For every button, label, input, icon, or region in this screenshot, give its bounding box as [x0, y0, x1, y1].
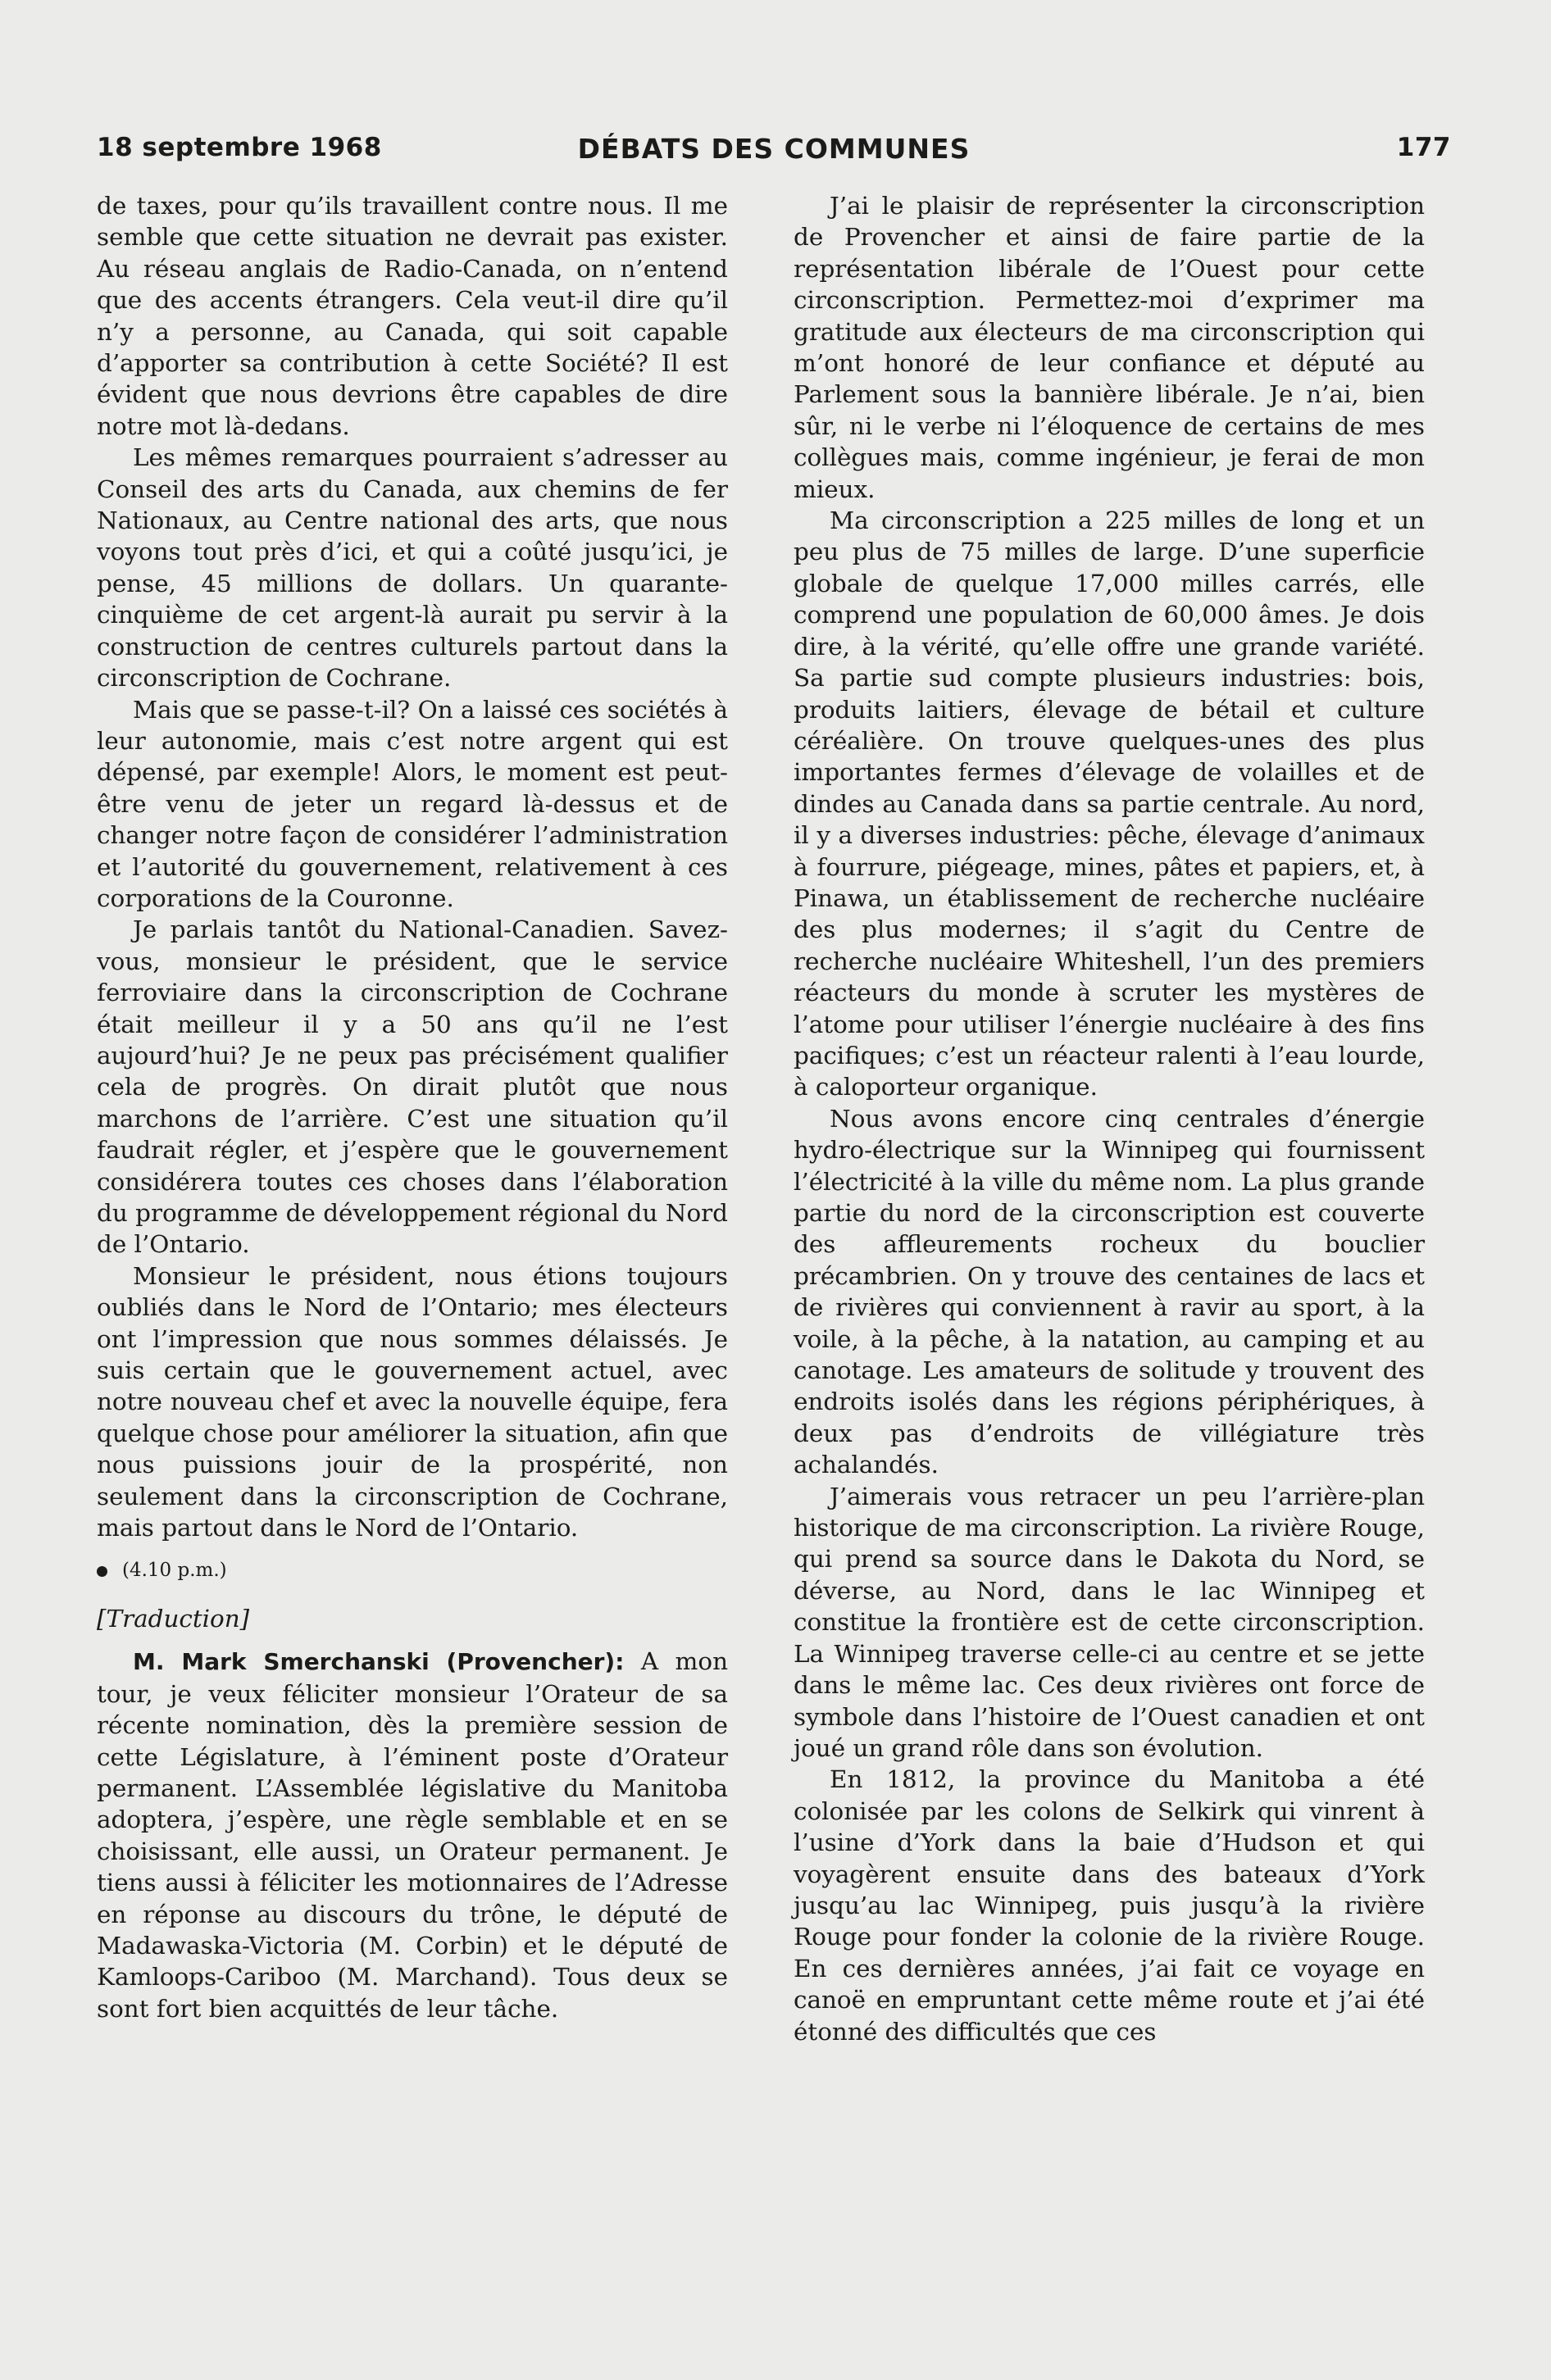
left-paragraph-5: Monsieur le président, nous étions toujours oubliés dans le Nord de l’Ontario; mes électeurs ont l’impression que nous sommes délaissés. Je suis certain que le gouvernement actuel, avec notre nouveau chef et avec la nouvelle équipe, fera quelque chose pour améliorer la situation, afin que nous puissions jouir de la prospérité, non seulement dans la circonscription de Cochrane, mais partout dans le Nord de l’Ontario.: [97, 1261, 728, 1542]
right-paragraph-5: En 1812, la province du Manitoba a été colonisée par les colons de Selkirk qui vinrent à l’usine d’York dans la baie d’Hudson et qui voyagèrent ensuite dans des bateaux d’York jusqu’au lac Winnipeg, puis jusqu’à la rivière Rouge pour fonder la colonie de la rivière Rouge. En ces dernières années, j’ai fait ce voyage en canoë en empruntant cette même route et j’ai été étonné des difficultés que ces: [794, 1765, 1425, 2046]
speaker-text: A mon tour, je veux féliciter monsieur l’Orateur de sa récente nomination, dès la première session de cette Législature, à l’éminent poste d’Orateur permanent. L’Assemblée législative du Manitoba adoptera, j’espère, une règle semblable et en se choisissant, elle aussi, un Orateur permanent. Je tiens aussi à féliciter les motionnaires de l’Adresse en réponse au discours du trône, le député de Madawaska-Victoria (M. Corbin) et le député de Kamloops-Cariboo (M. Marchand). Tous deux se sont fort bien acquittés de leur tâche.: [97, 1647, 729, 2023]
right-paragraph-1: J’ai le plaisir de représenter la circonscription de Provencher et ainsi de faire partie de la représentation libérale de l’Ouest pour cette circonscription. Permettez-moi d’exprimer ma gratitude aux électeurs de ma circonscription qui m’ont honoré de leur confiance et député au Parlement sous la bannière libérale. Je n’ai, bien sûr, ni le verbe ni l’éloquence de certains de mes collègues mais, comme ingénieur, je ferai de mon mieux.: [794, 192, 1425, 503]
page-number: 177: [1396, 133, 1451, 162]
time-marker: [97, 1555, 728, 1586]
right-paragraph-3: Nous avons encore cinq centrales d’énergie hydro-électrique sur la Winnipeg qui fournissent l’électricité à la ville du même nom. La plus grande partie du nord de la circonscription est couverte des affleurements rocheux du bouclier précambrien. On y trouve des centaines de lacs et de rivières qui conviennent à ravir au sport, à la voile, à la pêche, à la natation, au camping et au canotage. Les amateurs de solitude y trouvent des endroits isolés dans les régions périphériques, à deux pas d’endroits de villégiature très achalandés.: [794, 1104, 1425, 1479]
page-header: [97, 123, 1451, 172]
left-paragraph-6: [97, 1646, 728, 2024]
left-paragraph-4: Je parlais tantôt du National-Canadien. Savez-vous, monsieur le président, que le service ferroviaire dans la circonscription de Cochrane était meilleur il y a 50 ans qu’il ne l’est aujourd’hui? Je ne peux pas précisément qualifier cela de progrès. On dirait plutôt que nous marchons de l’arrière. C’est une situation qu’il faudrait régler, et j’espère que le gouvernement considérera toutes ces choses dans l’élaboration du programme de développement régional du Nord de l’Ontario.: [97, 915, 728, 1259]
left-paragraph-1: de taxes, pour qu’ils travaillent contre nous. Il me semble que cette situation ne devrait pas exister. Au réseau anglais de Radio-Canada, on n’entend que des accents étrangers. Cela veut-il dire qu’il n’y a personne, au Canada, qui soit capable d’apporter sa contribution à cette Société? Il est évident que nous devrions être capables de dire notre mot là-dedans.: [97, 192, 728, 440]
header-title: DÉBATS DES COMMUNES: [577, 133, 971, 165]
right-paragraph-2: Ma circonscription a 225 milles de long et un peu plus de 75 milles de large. D’une superficie globale de quelque 17,000 milles carrés, elle comprend une population de 60,000 âmes. Je dois dire, à la vérité, qu’elle offre une grande variété. Sa partie sud compte plusieurs industries: bois, produits laitiers, élevage de bétail et culture céréalière. On trouve quelques-unes des plus importantes fermes d’élevage de volailles et de dindes au Canada dans sa partie centrale. Au nord, il y a diverses industries: pêche, élevage d’animaux à fourrure, piégeage, mines, pâtes et papiers, et, à Pinawa, un établissement de recherche nucléaire des plus modernes; il s’agit du Centre de recherche nucléaire Whiteshell, l’un des premiers réacteurs du monde à scruter les mystères de l’atome pour utiliser l’énergie nucléaire à des fins pacifiques; c’est un réacteur ralenti à l’eau lourde, à caloporteur organique.: [794, 506, 1425, 1101]
bullet-icon: [97, 1566, 107, 1577]
left-paragraph-3: Mais que se passe-t-il? On a laissé ces sociétés à leur autonomie, mais c’est notre argent qui est dépensé, par exemple! Alors, le moment est peut-être venu de jeter un regard là-dessus et de changer notre façon de considérer l’administration et l’autorité du gouvernement, relativement à ces corporations de la Couronne.: [97, 695, 728, 912]
time-marker-text: (4.10 p.m.): [122, 1560, 227, 1582]
right-column: [794, 190, 1425, 2047]
left-paragraph-2: Les mêmes remarques pourraient s’adresser au Conseil des arts du Canada, aux chemins de fer Nationaux, au Centre national des arts, que nous voyons tout près d’ici, et qui a coûté jusqu’ici, je pense, 45 millions de dollars. Un quarante-cinquième de cet argent-là aurait pu servir à la construction de centres culturels partout dans la circonscription de Cochrane.: [97, 443, 728, 693]
left-column: [97, 190, 728, 2024]
header-date: 18 septembre 1968: [97, 133, 382, 162]
speaker-name: M. Mark Smerchanski (Provencher):: [133, 1648, 625, 1676]
traduction-label: [Traduction]: [97, 1604, 250, 1633]
right-paragraph-4: J’aimerais vous retracer un peu l’arrière-plan historique de ma circonscription. La rivière Rouge, qui prend sa source dans le Dakota du Nord, se déverse, au Nord, dans le lac Winnipeg et constitue la frontière est de cette circonscription. La Winnipeg traverse celle-ci au centre et se jette dans le même lac. Ces deux rivières ont force de symbole dans l’histoire de l’Ouest canadien et ont joué un grand rôle dans son évolution.: [794, 1482, 1425, 1762]
